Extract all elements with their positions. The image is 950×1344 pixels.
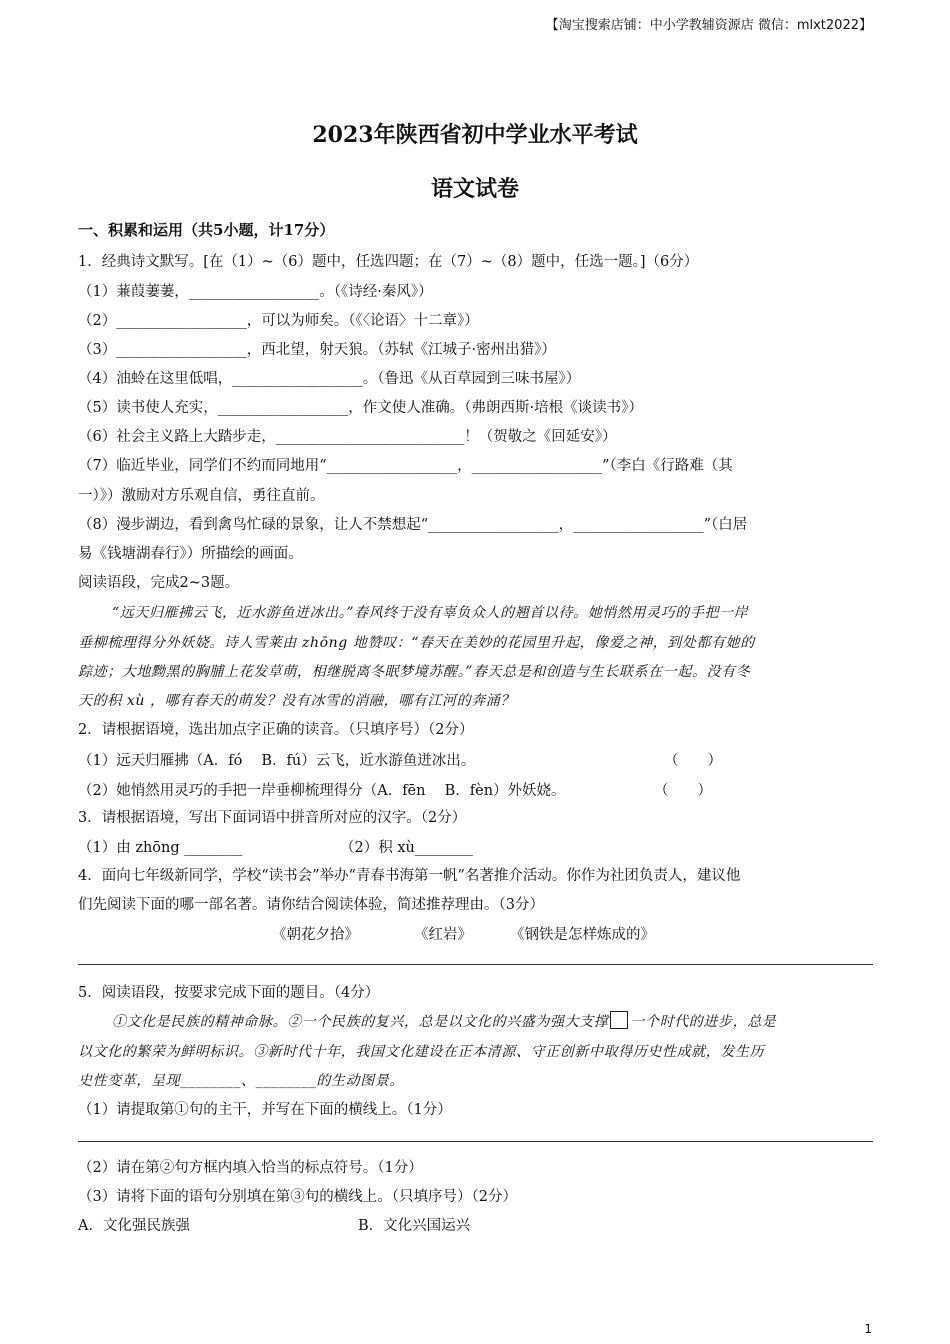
- q1-item-2: （2）__________________，可以为师矣。（《〈论语〉十二章》）: [78, 313, 479, 329]
- q5-passage-line-3: 史性变革，呈现________、________的生动图景。: [78, 1073, 404, 1089]
- page-number: 1: [864, 1322, 872, 1336]
- q1-stem: 1．经典诗文默写。[在（1）~（6）题中，任选四题；在（7）~（8）题中，任选一题。]（6分）: [78, 254, 699, 270]
- q2-item-1: （1）远天归雁拂（A．fó B．fú）云飞，近水游鱼迸冰出。: [78, 753, 476, 769]
- q1-item-5: （5）读书使人充实，__________________，作文使人准确。（弗朗西斯·培根《谈读书》）: [78, 400, 643, 416]
- book-option-2: 《红岩》: [414, 927, 472, 943]
- q2-answer-2[interactable]: （ ）: [654, 783, 712, 799]
- q1-item-6: （6）社会主义路上大踏步走，__________________________！（贺敬之《回延安》）: [78, 429, 617, 445]
- exam-title: 2023年陕西省初中学业水平考试: [312, 122, 638, 148]
- q1-item-8-cont: 易《钱塘湖春行》）所描绘的画面。: [78, 546, 303, 562]
- q4-line-2: 们先阅读下面的哪一部名著。请你结合阅读体验，简述推荐理由。（3分）: [78, 897, 544, 913]
- q5-sub-1: （1）请提取第①句的主干，并写在下面的横线上。（1分）: [78, 1102, 452, 1118]
- passage-line-2: 垂柳梳理得分外妖娆。诗人雪莱由 zhōng 地赞叹：“春天在美妙的花园里升起，像爱之神，到处都有她的: [78, 635, 755, 651]
- passage-line-4: 天的积 xù ，哪有春天的萌发？没有冰雪的消融，哪有江河的奔涌？: [78, 693, 516, 709]
- reading-instruction: 阅读语段，完成2~3题。: [78, 575, 240, 591]
- q4-line-1: 4．面向七年级新同学，学校“读书会”举办“青春书海第一帆”名著推介活动。你作为社团负责人，建议他: [78, 868, 741, 884]
- q2-answer-1[interactable]: （ ）: [664, 753, 722, 769]
- q5-passage-line-1: [112, 1011, 776, 1031]
- q1-item-7: （7）临近毕业，同学们不约而同地用“__________________，__________________”（李白《行路难（其: [78, 458, 733, 474]
- answer-line[interactable]: [78, 964, 873, 965]
- q2-item-2: （2）她悄然用灵巧的手把一岸垂柳梳理得分（A．fēn B．fèn）外妖娆。: [78, 783, 566, 799]
- answer-line[interactable]: [78, 1141, 873, 1142]
- passage-line-1: “远天归雁拂云飞，近水游鱼迸冰出。”春风终于没有辜负众人的翘首以待。她悄然用灵巧的手把一岸: [112, 605, 749, 621]
- q5-passage-part-a: ①文化是民族的精神命脉。②一个民族的复兴，总是以文化的兴盛为强大支撑: [112, 1014, 609, 1030]
- option-a: A．文化强民族强: [78, 1218, 190, 1234]
- q1-item-8: （8）漫步湖边，看到禽鸟忙碌的景象，让人不禁想起“__________________，__________________”（白居: [78, 517, 748, 533]
- book-option-3: 《钢铁是怎样炼成的》: [510, 927, 655, 943]
- q1-item-3: （3）__________________，西北望，射天狼。（苏轼《江城子·密州出猎》）: [78, 342, 556, 358]
- q1-item-7-cont: 一）》）激励对方乐观自信，勇往直前。: [78, 488, 325, 504]
- exam-subtitle: 语文试卷: [430, 176, 519, 202]
- q1-item-4: （4）油蛉在这里低唱，__________________。（鲁迅《从百草园到三味书屋》）: [78, 371, 581, 387]
- header-note: 【淘宝搜索店铺：中小学教辅资源店 微信：mlxt2022】: [545, 18, 872, 33]
- q2-stem: 2．请根据语境，选出加点字正确的读音。（只填序号）（2分）: [78, 722, 474, 738]
- q1-item-1: （1）蒹葭萋萋，__________________。（《诗经·秦风》）: [78, 284, 433, 300]
- q5-stem: 5．阅读语段，按要求完成下面的题目。（4分）: [78, 985, 380, 1001]
- q3-item-1[interactable]: （1）由 zhōng ________: [78, 840, 243, 856]
- q5-sub-3: （3）请将下面的语句分别填在第③句的横线上。（只填序号）（2分）: [78, 1189, 517, 1205]
- q5-sub-2: （2）请在第②句方框内填入恰当的标点符号。（1分）: [78, 1160, 423, 1176]
- passage-line-3: 踪迹；大地黝黑的胸脯上花发草萌，相继脱离冬眠梦境苏醒。”春天总是和创造与生长联系在一起。没有冬: [78, 664, 751, 680]
- book-option-1: 《朝花夕拾》: [272, 927, 359, 943]
- option-b: B．文化兴国运兴: [358, 1218, 471, 1234]
- q3-item-2[interactable]: （2）积 xù________: [340, 840, 473, 856]
- punctuation-box[interactable]: [610, 1011, 628, 1029]
- section-heading: 一、积累和运用（共5小题，计17分）: [78, 221, 335, 239]
- q5-passage-part-b: 一个时代的进步，总是: [630, 1014, 777, 1030]
- q3-stem: 3．请根据语境，写出下面词语中拼音所对应的汉字。（2分）: [78, 810, 467, 826]
- q5-passage-line-2: 以文化的繁荣为鲜明标识。③新时代十年，我国文化建设在正本清源、守正创新中取得历史性成就，发生历: [78, 1044, 765, 1060]
